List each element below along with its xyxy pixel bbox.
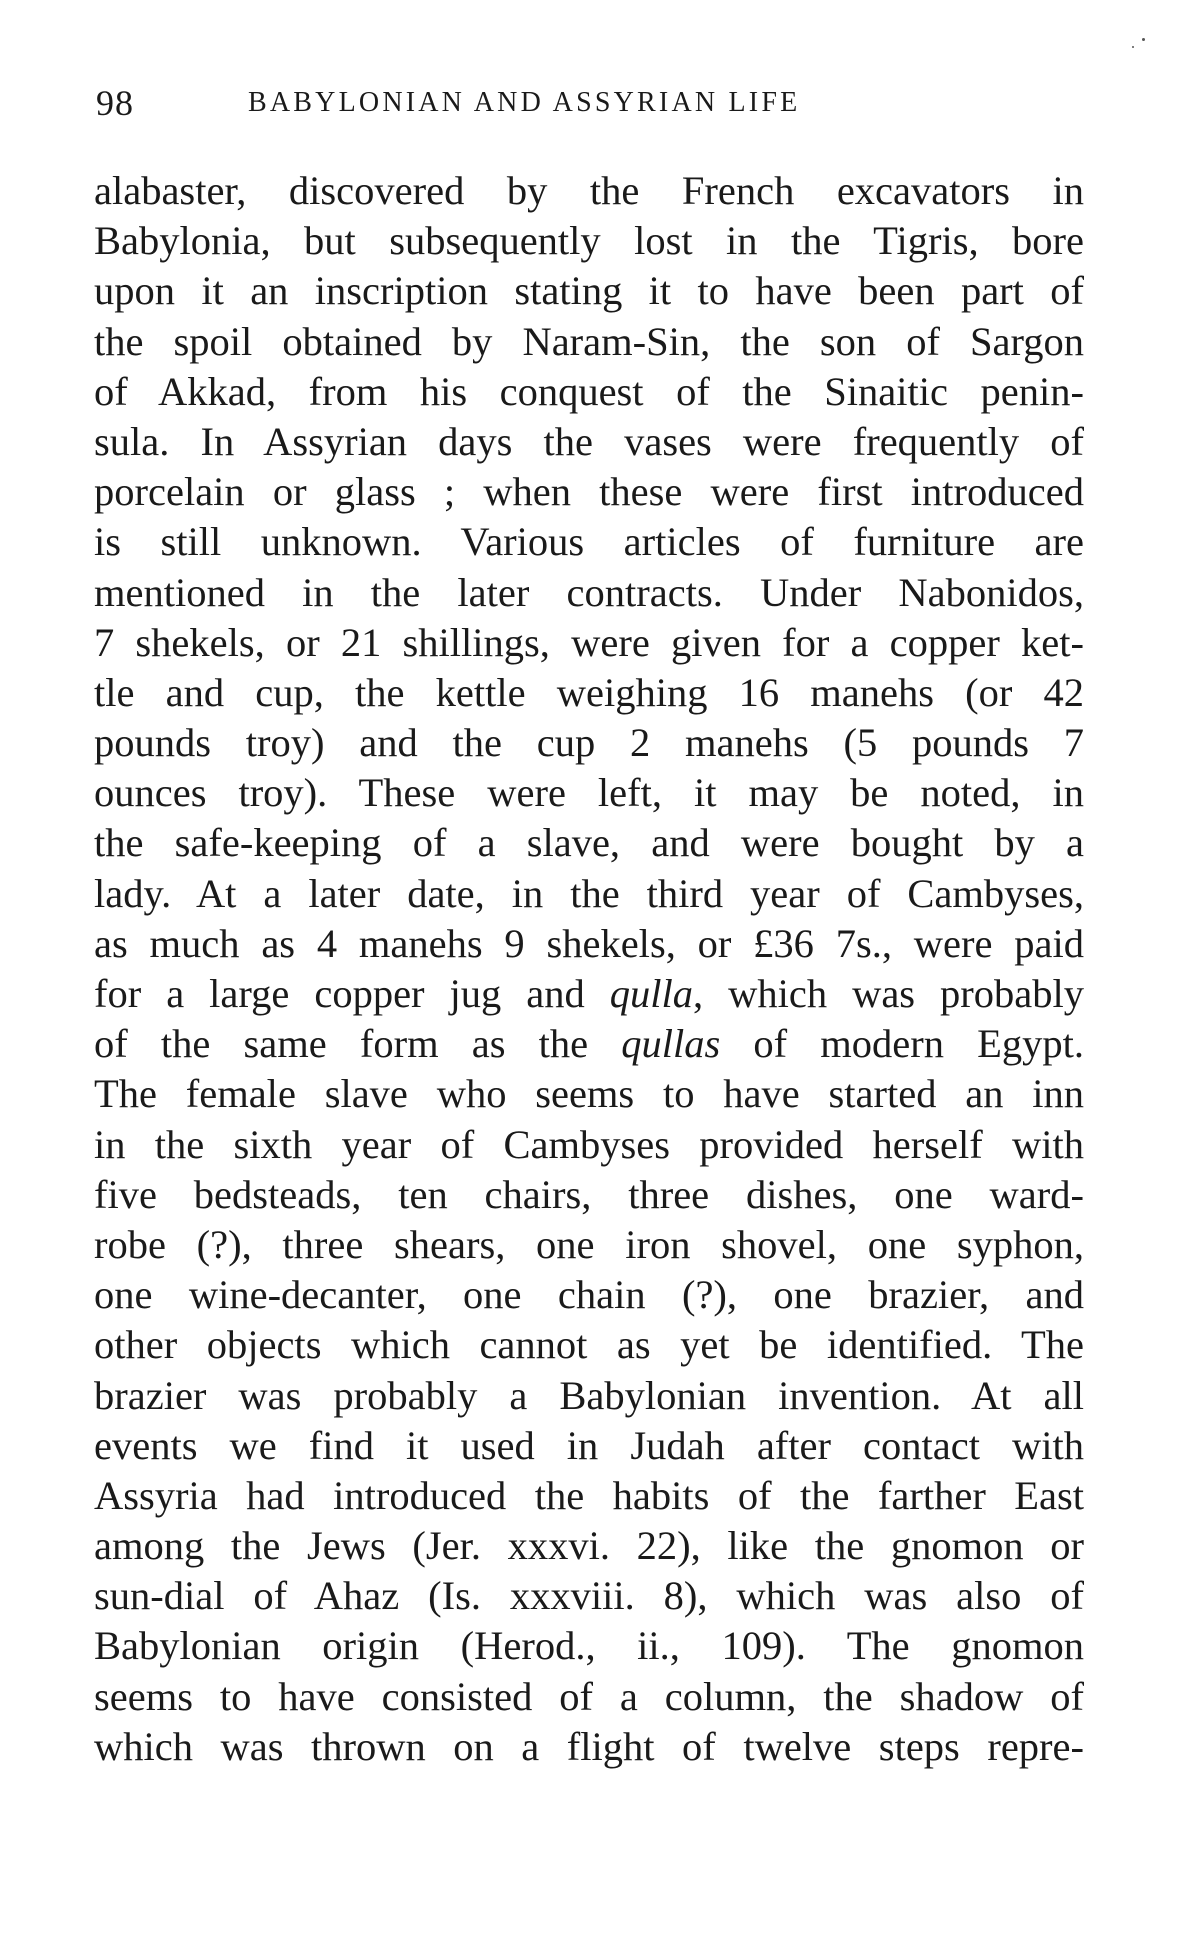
text-run: in the sixth year of Cambyses provided herself with [94, 1121, 1084, 1167]
text-line [94, 1421, 1084, 1471]
text-line [94, 1371, 1084, 1421]
text-line [94, 1521, 1084, 1571]
text-run: other objects which cannot as yet be identified. The [94, 1322, 1084, 1368]
text-line [94, 568, 1084, 618]
text-line [94, 969, 1084, 1019]
text-run: five bedsteads, ten chairs, three dishes, one ward- [94, 1171, 1084, 1217]
scan-speck [1132, 46, 1134, 48]
text-run: events we find it used in Judah after contact with [94, 1422, 1084, 1468]
text-run: seems to have consisted of a column, the shadow of [94, 1673, 1084, 1719]
body-text [94, 166, 1084, 1772]
italic-word: qulla [609, 971, 693, 1016]
text-run: sun-dial of Ahaz (Is. xxxviii. 8), which was also of [94, 1573, 1084, 1619]
text-line [94, 1471, 1084, 1521]
text-run: as much as 4 manehs 9 shekels, or £36 7s., were paid [94, 920, 1084, 966]
text-line [94, 1270, 1084, 1320]
text-run: of modern Egypt. [720, 1021, 1084, 1067]
text-line [94, 768, 1084, 818]
text-run: 7 shekels, or 21 shillings, were given for a copper ket- [94, 619, 1084, 665]
text-line [94, 1722, 1084, 1772]
text-run: Assyria had introduced the habits of the farther East [94, 1472, 1084, 1518]
text-line [94, 266, 1084, 316]
page-number: 98 [96, 83, 134, 123]
text-run: ounces troy). These were left, it may be noted, in [94, 770, 1084, 816]
text-run: alabaster, discovered by the French excavators in [94, 168, 1084, 213]
text-run: pounds troy) and the cup 2 manehs (5 pounds 7 [94, 720, 1084, 766]
text-line [94, 1120, 1084, 1170]
running-head: BABYLONIAN AND ASSYRIAN LIFE [248, 87, 801, 118]
text-line [94, 517, 1084, 567]
text-run: the spoil obtained by Naram-Sin, the son of Sargon [94, 318, 1084, 364]
text-run: for a large copper jug and [94, 971, 610, 1016]
text-run: the safe-keeping of a slave, and were bought by a [94, 820, 1084, 866]
page-header [96, 82, 1086, 132]
text-line [94, 818, 1084, 868]
text-run: robe (?), three shears, one iron shovel, one syphon, [94, 1221, 1084, 1267]
text-run: porcelain or glass ; when these were first introduced [94, 469, 1084, 515]
text-line [94, 467, 1084, 517]
text-line [94, 869, 1084, 919]
text-run: The female slave who seems to have started an inn [94, 1071, 1084, 1117]
text-line [94, 1320, 1084, 1370]
text-line [94, 1672, 1084, 1722]
text-line [94, 618, 1084, 668]
text-run: of the same form as the [94, 1021, 622, 1067]
text-run: of Akkad, from his conquest of the Sinaitic penin- [94, 368, 1084, 414]
text-line [94, 1571, 1084, 1621]
text-line [94, 1069, 1084, 1119]
text-line [94, 1019, 1084, 1069]
text-run: mentioned in the later contracts. Under Nabonidos, [94, 569, 1084, 615]
text-line [94, 1220, 1084, 1270]
text-run: among the Jews (Jer. xxxvi. 22), like the gnomon or [94, 1523, 1084, 1569]
text-run: upon it an inscription stating it to have been part of [94, 268, 1084, 314]
text-run: which was thrown on a flight of twelve steps repre- [94, 1723, 1084, 1769]
text-line [94, 718, 1084, 768]
scan-speck [1142, 38, 1145, 41]
text-run: lady. At a later date, in the third year of Cambyses, [94, 870, 1084, 916]
text-run: is still unknown. Various articles of furniture are [94, 519, 1084, 565]
text-run: one wine-decanter, one chain (?), one brazier, and [94, 1272, 1084, 1318]
text-run: Babylonian origin (Herod., ii., 109). The gnomon [94, 1623, 1084, 1669]
text-run: tle and cup, the kettle weighing 16 manehs (or 42 [94, 669, 1084, 715]
italic-word: qullas [621, 1021, 721, 1067]
text-line [94, 317, 1084, 367]
text-run: brazier was probably a Babylonian invention. At all [94, 1372, 1084, 1418]
text-line [94, 1621, 1084, 1671]
text-line [94, 216, 1084, 266]
text-line [94, 919, 1084, 969]
text-run: sula. In Assyrian days the vases were frequently of [94, 418, 1084, 464]
text-line [94, 668, 1084, 718]
text-line [94, 1170, 1084, 1220]
text-line [94, 367, 1084, 417]
text-run: , which was probably [693, 971, 1084, 1016]
text-line [94, 417, 1084, 467]
text-run: Babylonia, but subsequently lost in the Tigris, bore [94, 218, 1084, 264]
text-line [94, 166, 1084, 216]
